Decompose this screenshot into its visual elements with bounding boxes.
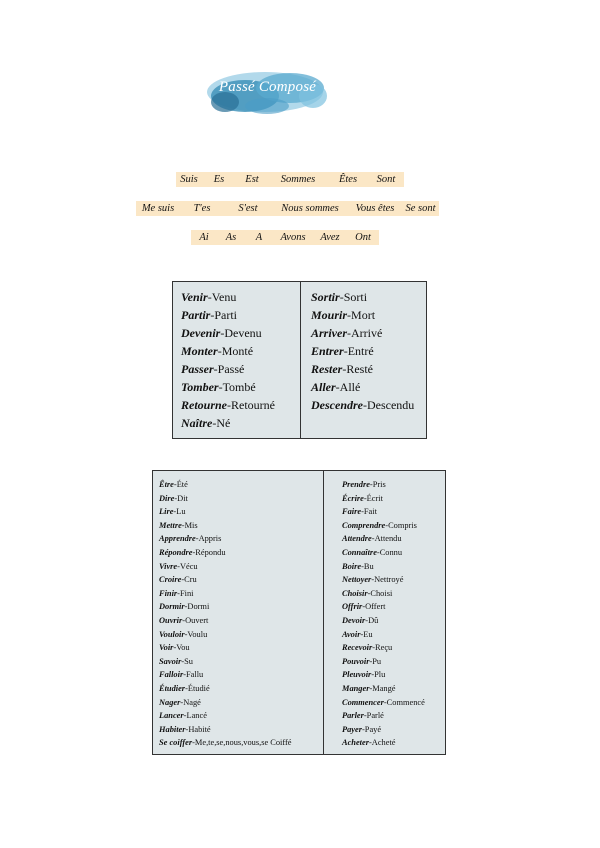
dash: - <box>183 670 186 680</box>
infinitive: Nettoyer <box>342 575 372 585</box>
verb-entry <box>342 492 425 506</box>
dash: - <box>342 362 347 376</box>
infinitive: Pouvoir <box>342 656 370 666</box>
avoir-verbs-table <box>152 470 446 755</box>
verb-entry <box>342 709 425 723</box>
past-participle: Été <box>176 480 188 489</box>
past-participle: Eu <box>363 629 373 639</box>
past-participle: Ouvert <box>185 615 209 625</box>
verb-entry <box>159 641 292 655</box>
infinitive: Voir <box>159 643 174 653</box>
aux-word: Vous êtes <box>348 201 402 216</box>
aux-word: Avez <box>313 230 347 245</box>
past-participle: Voulu <box>187 629 208 639</box>
dash: - <box>192 738 195 748</box>
infinitive: Ouvrir <box>159 615 183 625</box>
dash: - <box>371 534 375 544</box>
verb-entry <box>159 505 292 519</box>
infinitive: Répondre <box>159 547 193 557</box>
verb-entry <box>159 532 292 546</box>
past-participle: Me,te,se,nous,vous,se Coiffé <box>194 738 292 748</box>
past-participle: Appris <box>198 534 222 544</box>
aux-word: Est <box>236 172 268 187</box>
infinitive: Croire <box>159 575 182 585</box>
past-participle: Cru <box>184 575 197 585</box>
past-participle: Compris <box>388 520 417 530</box>
verb-entry <box>342 600 425 614</box>
past-participle: Monté <box>221 344 254 358</box>
past-participle: Passé <box>217 362 245 376</box>
dash: - <box>372 643 376 653</box>
infinitive: Entrer <box>311 344 344 358</box>
past-participle: Nettroyé <box>374 575 404 585</box>
infinitive: Recevoir <box>342 643 373 653</box>
dash: - <box>195 534 199 544</box>
verb-entry <box>311 288 414 306</box>
dash: - <box>227 398 232 412</box>
dash: - <box>185 683 188 693</box>
infinitive: Devoir <box>342 615 366 625</box>
infinitive: Habiter <box>159 724 186 734</box>
infinitive: Passer <box>181 362 214 376</box>
aux-word: Me suis <box>136 201 180 216</box>
etre-aux-row <box>176 172 404 187</box>
verb-entry <box>159 573 292 587</box>
past-participle: Mort <box>351 308 376 322</box>
dash: - <box>363 493 367 503</box>
dash: - <box>181 520 185 530</box>
verb-entry <box>342 505 425 519</box>
past-participle: Descendu <box>366 398 415 412</box>
dash: - <box>183 711 187 721</box>
infinitive: Se coiffer <box>159 738 193 748</box>
dash: - <box>363 711 367 721</box>
infinitive: Naître <box>181 416 213 430</box>
verb-entry <box>311 396 414 414</box>
dash: - <box>361 561 364 571</box>
verb-entry <box>159 682 292 696</box>
infinitive: Mourir <box>311 308 348 322</box>
past-participle: Dit <box>177 493 188 503</box>
past-participle: Dû <box>368 615 379 625</box>
verb-entry <box>159 614 292 628</box>
past-participle: Tombé <box>222 380 256 394</box>
dash: - <box>184 629 188 639</box>
infinitive: Apprendre <box>159 534 196 544</box>
dash: - <box>213 362 218 376</box>
aux-word: Ont <box>347 230 379 245</box>
verb-entry <box>159 546 292 560</box>
dash: - <box>185 724 189 734</box>
etre-verbs-left-column <box>181 288 275 432</box>
past-participle: Fait <box>363 507 377 517</box>
dash: - <box>347 308 352 322</box>
dash: - <box>210 308 215 322</box>
verb-entry <box>342 546 425 560</box>
infinitive: Pleuvoir <box>342 670 372 680</box>
avoir-verbs-left-column <box>159 478 292 750</box>
column-divider <box>300 282 301 438</box>
past-participle: Arrivé <box>351 326 383 340</box>
dash: - <box>369 683 373 693</box>
past-participle: Habité <box>188 724 211 734</box>
dash: - <box>192 547 196 557</box>
past-participle: Vécu <box>179 561 198 571</box>
infinitive: Lire <box>159 507 174 517</box>
verb-entry <box>311 342 414 360</box>
past-participle: Lu <box>176 507 186 517</box>
infinitive: Descendre <box>311 398 363 412</box>
verb-entry <box>181 396 275 414</box>
past-participle: Connu <box>379 547 403 557</box>
infinitive: Prendre <box>342 480 370 489</box>
verb-entry <box>311 306 414 324</box>
verb-entry <box>159 696 292 710</box>
past-participle: Plu <box>374 670 386 680</box>
verb-entry <box>159 519 292 533</box>
verb-entry <box>159 723 292 737</box>
verb-entry <box>159 655 292 669</box>
dash: - <box>371 575 375 585</box>
dash: - <box>181 656 185 666</box>
past-participle: Sorti <box>343 290 368 304</box>
verb-entry <box>159 560 292 574</box>
infinitive: Vouloir <box>159 629 185 639</box>
aux-word: Êtes <box>328 172 368 187</box>
dash: - <box>181 575 185 585</box>
past-participle: Bu <box>363 561 374 571</box>
past-participle: Choisi <box>370 588 393 598</box>
past-participle: Écrit <box>366 493 383 503</box>
dash: - <box>362 724 365 734</box>
verb-entry <box>342 478 425 492</box>
past-participle: Fallu <box>186 670 204 680</box>
past-participle: Pu <box>372 656 382 666</box>
past-participle: Resté <box>346 362 374 376</box>
past-participle: Entré <box>347 344 374 358</box>
dash: - <box>207 290 212 304</box>
aux-word: A <box>245 230 273 245</box>
infinitive: Offrir <box>342 602 363 612</box>
verb-entry <box>159 668 292 682</box>
past-participle: Venu <box>211 290 237 304</box>
dash: - <box>343 344 348 358</box>
dash: - <box>360 629 364 639</box>
infinitive: Écrire <box>342 493 364 503</box>
dash: - <box>184 602 188 612</box>
past-participle: Lancé <box>186 711 207 721</box>
verb-entry <box>159 736 292 750</box>
page-title: Passé Composé <box>218 79 317 95</box>
aux-word: As <box>217 230 245 245</box>
verb-entry <box>311 360 414 378</box>
past-participle: Acheté <box>371 738 396 748</box>
verb-entry <box>342 723 425 737</box>
verb-entry <box>159 628 292 642</box>
infinitive: Commencer <box>342 697 384 707</box>
infinitive: Étudier <box>159 683 186 693</box>
past-participle: Mangé <box>372 683 396 693</box>
past-participle: Attendu <box>374 534 402 544</box>
past-participle: Commencé <box>386 697 425 707</box>
infinitive: Être <box>159 480 174 489</box>
infinitive: Monter <box>181 344 218 358</box>
infinitive: Dormir <box>159 602 185 612</box>
past-participle: Vou <box>176 643 190 653</box>
past-participle: Mis <box>184 520 198 530</box>
verb-entry <box>181 342 275 360</box>
infinitive: Manger <box>342 683 370 693</box>
dash: - <box>361 507 364 517</box>
dash: - <box>339 290 344 304</box>
dash: - <box>177 561 180 571</box>
verb-entry <box>159 600 292 614</box>
infinitive: Arriver <box>311 326 347 340</box>
past-participle: Su <box>184 656 193 666</box>
verb-entry <box>181 324 275 342</box>
infinitive: Finir <box>159 588 178 598</box>
aux-word: T'es <box>180 201 224 216</box>
infinitive: Payer <box>342 724 362 734</box>
verb-entry <box>181 414 275 432</box>
dash: - <box>383 697 387 707</box>
dash: - <box>173 480 177 489</box>
past-participle: Allé <box>339 380 361 394</box>
infinitive: Tomber <box>181 380 219 394</box>
infinitive: Boire <box>342 561 362 571</box>
verb-entry <box>311 378 414 396</box>
verb-entry <box>342 587 425 601</box>
infinitive: Retourne <box>181 398 228 412</box>
verb-entry <box>181 360 275 378</box>
dash: - <box>218 380 223 394</box>
infinitive: Falloir <box>159 670 184 680</box>
aux-word: Ai <box>191 230 217 245</box>
column-divider <box>323 471 324 754</box>
dash: - <box>362 602 366 612</box>
aux-word: Sont <box>368 172 404 187</box>
verb-entry <box>342 614 425 628</box>
dash: - <box>365 615 369 625</box>
dash: - <box>173 643 177 653</box>
infinitive: Rester <box>311 362 343 376</box>
verb-entry <box>342 519 425 533</box>
past-participle: Fini <box>179 588 194 598</box>
dash: - <box>362 398 367 412</box>
past-participle: Étudié <box>187 683 210 693</box>
infinitive: Avoir <box>342 629 361 639</box>
infinitive: Sortir <box>311 290 340 304</box>
dash: - <box>177 588 180 598</box>
verb-entry <box>342 655 425 669</box>
past-participle: Pris <box>372 480 386 489</box>
aux-word: Suis <box>176 172 202 187</box>
dash: - <box>182 615 186 625</box>
verb-entry <box>342 736 425 750</box>
aux-word: Se sont <box>402 201 439 216</box>
verb-entry <box>342 641 425 655</box>
verb-entry <box>159 478 292 492</box>
dash: - <box>347 326 351 340</box>
etre-verbs-table <box>172 281 427 439</box>
past-participle: Répondu <box>195 547 226 557</box>
past-participle: Reçu <box>375 643 393 653</box>
dash: - <box>217 344 222 358</box>
verb-entry <box>342 668 425 682</box>
infinitive: Dire <box>159 493 175 503</box>
past-participle: Offert <box>365 602 386 612</box>
dash: - <box>173 507 177 517</box>
past-participle: Parti <box>214 308 238 322</box>
infinitive: Nager <box>159 697 181 707</box>
past-participle: Né <box>216 416 231 430</box>
infinitive: Partir <box>181 308 211 322</box>
dash: - <box>371 670 375 680</box>
infinitive: Faire <box>342 507 362 517</box>
verb-entry <box>342 573 425 587</box>
dash: - <box>212 416 217 430</box>
verb-entry <box>342 560 425 574</box>
verb-entry <box>342 696 425 710</box>
title-banner <box>205 66 330 118</box>
past-participle: Dormi <box>187 602 210 612</box>
infinitive: Savoir <box>159 656 182 666</box>
dash: - <box>385 520 389 530</box>
past-participle: Retourné <box>231 398 276 412</box>
past-participle: Nagé <box>183 697 201 707</box>
infinitive: Mettre <box>159 520 182 530</box>
infinitive: Connaître <box>342 547 377 557</box>
infinitive: Aller <box>311 380 336 394</box>
infinitive: Vivre <box>159 561 178 571</box>
verb-entry <box>181 378 275 396</box>
dash: - <box>335 380 340 394</box>
infinitive: Lancer <box>159 711 184 721</box>
verb-entry <box>159 587 292 601</box>
past-participle: Parlé <box>366 711 384 721</box>
dash: - <box>220 326 225 340</box>
reflexive-aux-row <box>136 201 439 216</box>
verb-entry <box>159 709 292 723</box>
dash: - <box>376 547 380 557</box>
aux-word: Es <box>202 172 236 187</box>
verb-entry <box>311 324 414 342</box>
dash: - <box>180 697 184 707</box>
verb-entry <box>181 288 275 306</box>
verb-entry <box>181 306 275 324</box>
avoir-aux-row <box>191 230 379 245</box>
infinitive: Comprendre <box>342 520 386 530</box>
infinitive: Venir <box>181 290 208 304</box>
aux-word: Nous sommes <box>272 201 348 216</box>
etre-verbs-right-column <box>311 288 414 414</box>
infinitive: Acheter <box>342 738 369 748</box>
dash: - <box>369 656 373 666</box>
infinitive: Devenir <box>181 326 221 340</box>
avoir-verbs-right-column <box>342 478 425 750</box>
dash: - <box>369 480 373 489</box>
past-participle: Payé <box>364 724 382 734</box>
aux-word: Sommes <box>268 172 328 187</box>
infinitive: Attendre <box>342 534 372 544</box>
dash: - <box>174 493 178 503</box>
past-participle: Devenu <box>224 326 262 340</box>
infinitive: Parler <box>342 711 364 721</box>
infinitive: Choisir <box>342 588 368 598</box>
verb-entry <box>342 628 425 642</box>
verb-entry <box>342 682 425 696</box>
dash: - <box>367 588 371 598</box>
aux-word: Avons <box>273 230 313 245</box>
aux-word: S'est <box>224 201 272 216</box>
verb-entry <box>342 532 425 546</box>
verb-entry <box>159 492 292 506</box>
dash: - <box>368 738 372 748</box>
